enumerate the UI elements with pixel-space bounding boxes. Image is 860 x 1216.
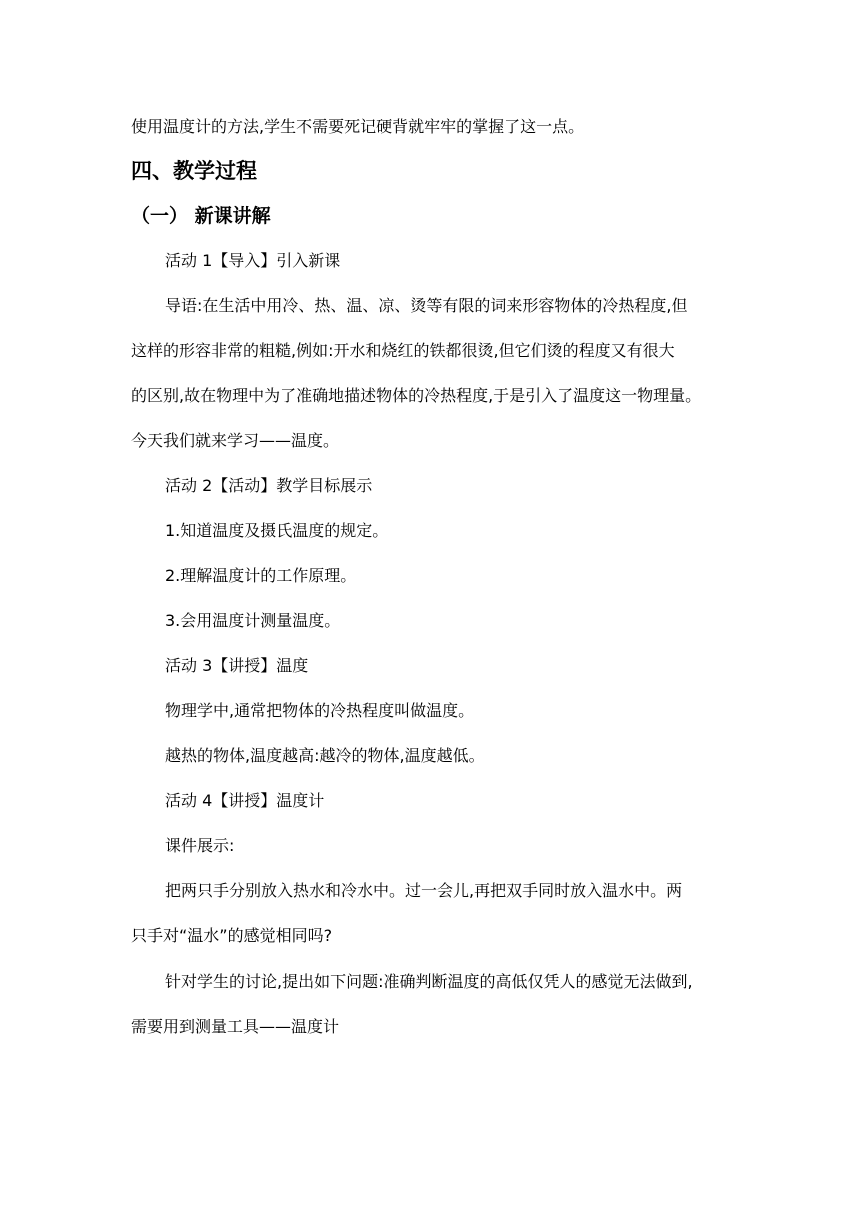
activity-title: 活动 4【讲授】温度计 bbox=[165, 791, 325, 810]
activity-title: 活动 2【活动】教学目标展示 bbox=[165, 476, 373, 495]
paragraph-line: 课件展示: bbox=[165, 836, 235, 855]
paragraph-line: 物理学中,通常把物体的冷热程度叫做温度。 bbox=[165, 701, 475, 720]
paragraph-line: 今天我们就来学习——温度。 bbox=[131, 431, 340, 450]
paragraph-line: 越热的物体,温度越高:越冷的物体,温度越低。 bbox=[165, 746, 485, 765]
activity-title: 活动 3【讲授】温度 bbox=[165, 656, 309, 675]
paragraph-line: 针对学生的讨论,提出如下问题:准确判断温度的高低仅凭人的感觉无法做到, bbox=[165, 972, 693, 991]
paragraph-line: 这样的形容非常的粗糙,例如:开水和烧红的铁都很烫,但它们烫的程度又有很大 bbox=[131, 341, 675, 360]
paragraph-line: 只手对“温水”的感觉相同吗? bbox=[131, 926, 333, 945]
paragraph-line: 导语:在生活中用冷、热、温、凉、烫等有限的词来形容物体的冷热程度,但 bbox=[165, 296, 688, 315]
list-item: 1.知道温度及摄氏温度的规定。 bbox=[165, 521, 389, 540]
list-item: 2.理解温度计的工作原理。 bbox=[165, 566, 357, 585]
paragraph-line: 把两只手分别放入热水和冷水中。过一会儿,再把双手同时放入温水中。两 bbox=[165, 881, 683, 900]
list-item: 3.会用温度计测量温度。 bbox=[165, 611, 341, 630]
paragraph-line: 的区别,故在物理中为了准确地描述物体的冷热程度,于是引入了温度这一物理量。 bbox=[131, 386, 702, 405]
paragraph-line: 使用温度计的方法,学生不需要死记硬背就牢牢的掌握了这一点。 bbox=[131, 117, 585, 136]
section-heading: 四、教学过程 bbox=[131, 159, 257, 183]
subsection-heading: （一） 新课讲解 bbox=[131, 205, 271, 227]
paragraph-line: 需要用到测量工具——温度计 bbox=[131, 1017, 340, 1036]
activity-title: 活动 1【导入】引入新课 bbox=[165, 251, 341, 270]
